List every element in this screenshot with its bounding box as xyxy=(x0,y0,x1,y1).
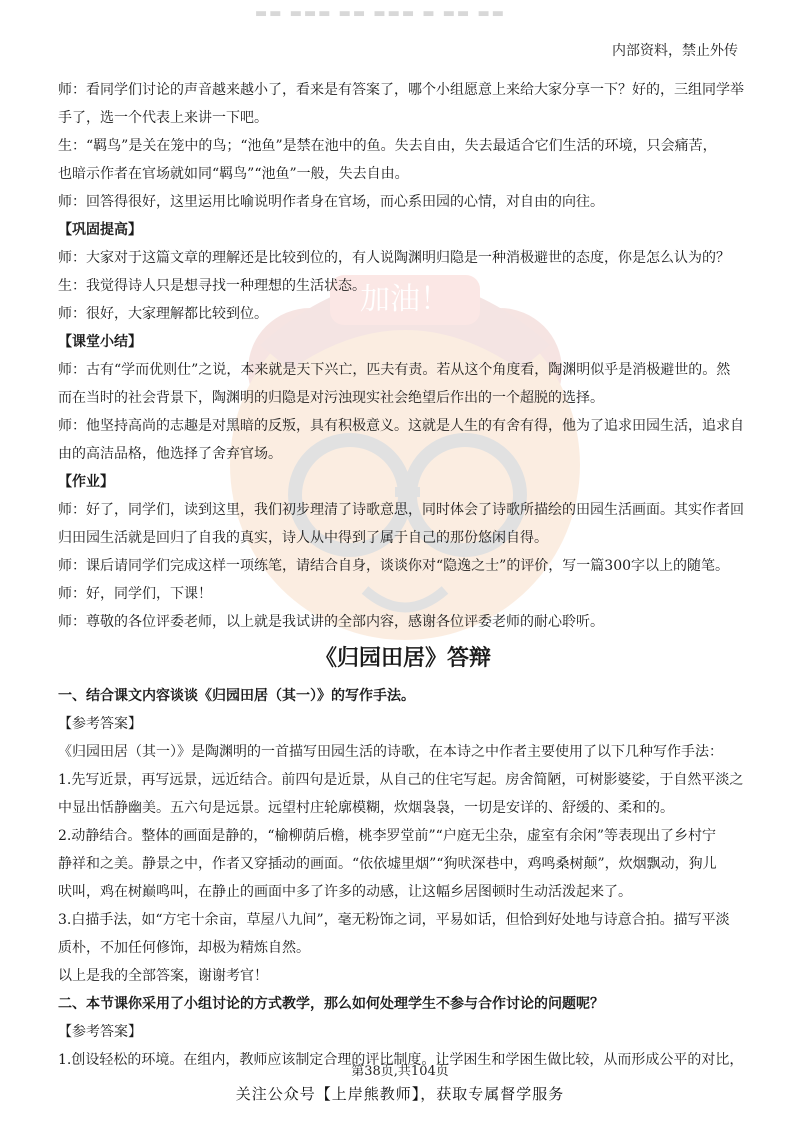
section-heading: 【作业】 xyxy=(58,474,114,490)
paragraph xyxy=(58,272,748,300)
paragraph xyxy=(58,580,748,608)
text-line: 师：课后请同学们完成这样一项练笔，请结合自身，谈谈你对“隐逸之士”的评价，写一篇300字以上的随笔。 xyxy=(58,558,730,574)
text-line: 师：好，同学们，下课！ xyxy=(58,586,212,602)
text-line: 师：好了，同学们，读到这里，我们初步理清了诗歌意思，同时体会了诗歌所描绘的田园生活画面。其实作者回 xyxy=(58,502,744,518)
text-line: 归田园生活就是回归了自我的真实，诗人从中得到了属于自己的那份悠闲自得。 xyxy=(58,530,548,546)
text-line: 3.白描手法，如“方宅十余亩，草屋八九间”，毫无粉饰之词，平易如话，但恰到好处地与诗意合拍。描写平淡 xyxy=(58,912,730,928)
top-faded-strip: ▬▬ ▬▬▬ ▬▬ ▬▬▬ ▬ ▬▬ ▬▬ xyxy=(255,6,507,21)
text-line: 静祥和之美。静景之中，作者又穿插动的画面。“依依墟里烟”“狗吠深巷中，鸡鸣桑树颠”，炊烟飘动，狗儿 xyxy=(58,856,717,872)
text-line: 生：“羁鸟”是关在笼中的鸟；“池鱼”是禁在池中的鱼。失去自由，失去最适合它们生活的环境，只会痛苦， xyxy=(58,138,717,154)
text-line: 2.动静结合。整体的画面是静的，“榆柳荫后檐，桃李罗堂前”“户庭无尘杂，虚室有余闲”等表现出了乡村宁 xyxy=(58,828,716,844)
text-line: 1.创设轻松的环境。在组内，教师应该制定合理的评比制度。让学困生和学困生做比较，从而形成公平的对比， xyxy=(58,1052,744,1068)
section-heading: 【巩固提高】 xyxy=(58,222,142,238)
text-line: 师：尊敬的各位评委老师，以上就是我试讲的全部内容，感谢各位评委老师的耐心聆听。 xyxy=(58,614,604,630)
text-line: 师：他坚持高尚的志趣是对黑暗的反叛，具有积极意义。这就是人生的有舍有得，他为了追求田园生活，追求自 xyxy=(58,418,744,434)
paragraph xyxy=(58,552,748,580)
paragraph xyxy=(58,300,748,328)
section-heading: 【课堂小结】 xyxy=(58,334,142,350)
text-line: 也暗示作者在官场就如同“羁鸟”“池鱼”一般，失去自由。 xyxy=(58,166,409,182)
text-line: 师：很好，大家理解都比较到位。 xyxy=(58,306,268,322)
text-line: 吠叫，鸡在树巅鸣叫，在静止的画面中多了许多的动感，让这幅乡居图顿时生动活泼起来了。 xyxy=(58,884,632,900)
paragraph xyxy=(58,188,748,216)
paragraph xyxy=(58,906,748,962)
text-line: 师：看同学们讨论的声音越来越小了，看来是有答案了，哪个小组愿意上来给大家分享一下？好的，三组同学举 xyxy=(58,82,744,98)
text-line: 中显出恬静幽美。五六句是远景。远望村庄轮廓模糊，炊烟袅袅，一切是安详的、舒缓的、柔和的。 xyxy=(58,800,674,816)
answer-label: 【参考答案】 xyxy=(58,1024,142,1040)
question-heading: 二、本节课你采用了小组讨论的方式教学，那么如何处理学生不参与合作讨论的问题呢？ xyxy=(58,996,604,1012)
text-line: 师：古有“学而优则仕”之说，本来就是天下兴亡，匹夫有责。若从这个角度看，陶渊明似乎是消极避世的。然 xyxy=(58,362,731,378)
text-line: 手了，选一个代表上来讲一下吧。 xyxy=(58,110,268,126)
paragraph xyxy=(58,244,748,272)
footer-promo: 关注公众号【上岸熊教师】，获取专属督学服务 xyxy=(235,1085,565,1103)
paragraph xyxy=(58,412,748,468)
text-line: 质朴，不加任何修饰，却极为精炼自然。 xyxy=(58,940,310,956)
page-number: 第38页,共104页 xyxy=(351,1064,449,1079)
section-title: 《归园田居》答辩 xyxy=(314,646,491,671)
text-line: 以上是我的全部答案，谢谢考官！ xyxy=(58,968,268,984)
text-line: 《归园田居（其一）》是陶渊明的一首描写田园生活的诗歌，在本诗之中作者主要使用了以下几种写作手法： xyxy=(58,744,723,760)
paragraph xyxy=(58,962,748,990)
badge-text: 加油！ xyxy=(360,282,450,317)
text-line: 由的高洁品格，他选择了舍弃官场。 xyxy=(58,446,282,462)
paragraph xyxy=(58,76,748,132)
paragraph xyxy=(58,132,748,188)
paragraph xyxy=(58,356,748,412)
paragraph xyxy=(58,822,748,906)
document-body xyxy=(58,76,748,1074)
paragraph xyxy=(58,608,748,636)
paragraph xyxy=(58,496,748,552)
text-line: 师：大家对于这篇文章的理解还是比较到位的，有人说陶渊明归隐是一种消极避世的态度，你是怎么认为的？ xyxy=(58,250,730,266)
question-heading: 一、结合课文内容谈谈《归园田居（其一）》的写作手法。 xyxy=(58,688,415,704)
answer-label: 【参考答案】 xyxy=(58,716,142,732)
text-line: 师：回答得很好，这里运用比喻说明作者身在官场，而心系田园的心情，对自由的向往。 xyxy=(58,194,604,210)
text-line: 而在当时的社会背景下，陶渊明的归隐是对污浊现实社会绝望后作出的一个超脱的选择。 xyxy=(58,390,604,406)
confidential-note: 内部资料，禁止外传 xyxy=(612,43,738,59)
paragraph xyxy=(58,738,748,822)
text-line: 1.先写近景，再写远景，远近结合。前四句是近景，从自己的住宅写起。房舍简陋，可树影婆娑，于自然平淡之 xyxy=(58,772,744,788)
text-line: 生：我觉得诗人只是想寻找一种理想的生活状态。 xyxy=(58,278,366,294)
